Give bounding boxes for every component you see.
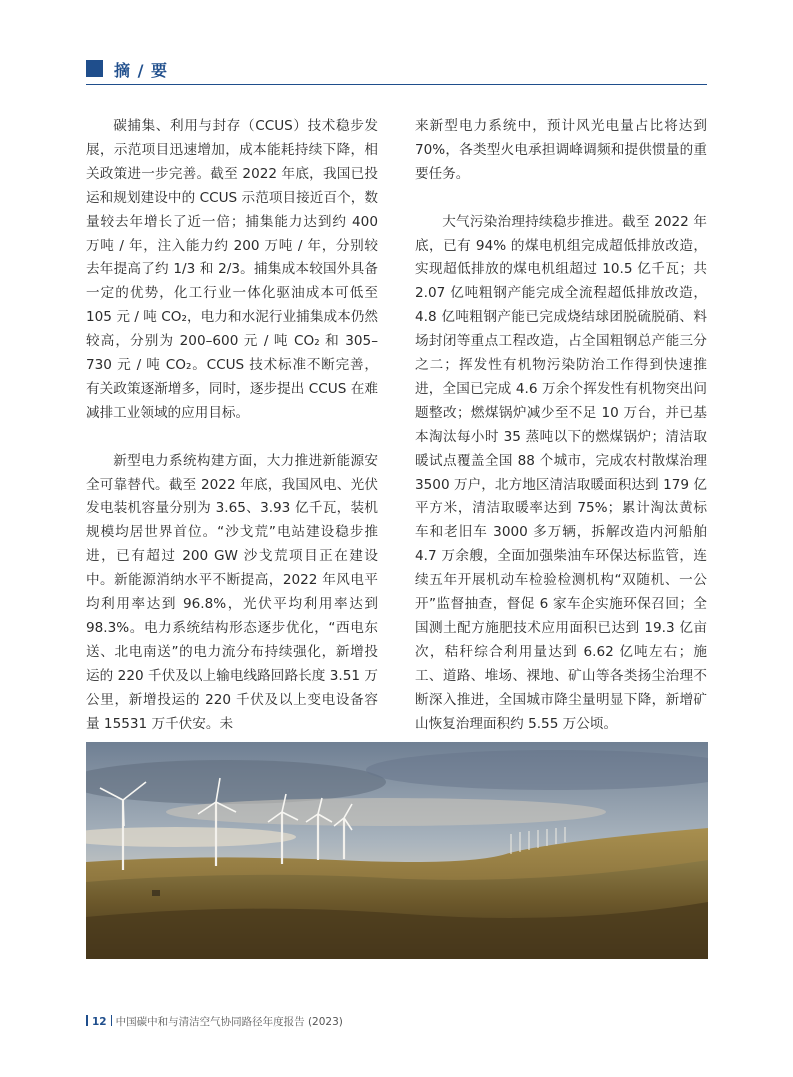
right-column: [415, 115, 707, 737]
section-title: 摘 / 要: [114, 61, 168, 80]
air-pollution-paragraph: 大气污染治理持续稳步推进。截至 2022 年底，已有 94% 的煤电机组完成超低排放改造，实现超低排放的煤电机组超过 10.5 亿千瓦；共 2.07 亿吨粗钢产能完成全流程超低排放改造，4.8 亿吨粗钢产能已完成烧结球团脱硫脱硝、料场封闭等重点工程改造，占全国粗钢总产能三分之二；挥发性有机物污染防治工作得到快速推进，全国已完成 4.6 万余个挥发性有机物突出问题整改；燃煤锅炉减少至不足 10 万台，并已基本淘汰每小时 35 蒸吨以下的燃煤锅炉；清洁取暖试点覆盖全国 88 个城市，完成农村散煤治理 3500 万户，北方地区清洁取暖面积达到 179 亿平方米，清洁取暖率达到 75%；累计淘汰黄标车和老旧车 3000 多万辆，拆解改造内河船舶 4.7 万余艘，全面加强柴油车环保达标监管，连续五年开展机动车检验检测机构“双随机、一公开”监督抽查，督促 6 家车企实施环保召回；全国测土配方施肥技术应用面积已达到 19.3 亿亩次，秸秆综合利用量达到 6.62 亿吨左右；施工、道路、堆场、裸地、矿山等各类扬尘治理不断深入推进，全国城市降尘量明显下降，新增矿山恢复治理面积约 5.55 万公顷。: [415, 213, 707, 732]
ccus-paragraph: 碳捕集、利用与封存（CCUS）技术稳步发展，示范项目迅速增加，成本能耗持续下降，相关政策进一步完善。截至 2022 年底，我国已投运和规划建设中的 CCUS 示范项目接近百个，数量较去年增长了近一倍；捕集能力达到约 400 万吨 / 年，注入能力约 200 万吨 / 年，分别较去年提高了约 1/3 和 2/3。捕集成本较国外具备一定的优势，化工行业一体化驱油成本可低至 105 元 / 吨 CO₂，电力和水泥行业捕集成本仍然较高，分别为 200–600 元 / 吨 CO₂ 和 305–730 元 / 吨 CO₂。CCUS 技术标准不断完善，有关政策逐渐增多，同时，逐步提出 CCUS 在难减排工业领域的应用目标。: [86, 118, 378, 421]
header-divider: [86, 84, 707, 85]
wind-farm-photo: [86, 742, 708, 959]
power-system-paragraph: 新型电力系统构建方面，大力推进新能源安全可靠替代。截至 2022 年底，我国风电、光伏发电装机容量分别为 3.65、3.93 亿千瓦，装机规模均居世界首位。“沙戈荒”电站建设稳步推进，已有超过 200 GW 沙戈荒项目正在建设中。新能源消纳水平不断提高，2022 年风电平均利用率达到 96.8%，光伏平均利用率达到 98.3%。电力系统结构形态逐步优化，“西电东送、北电南送”的电力流分布持续强化，新增投运的 220 千伏及以上输电线路回路长度 3.51 万公里，新增投运的 220 千伏及以上变电设备容量 15531 万千伏安。未: [86, 452, 378, 732]
footer-separator: [111, 1015, 112, 1026]
section-marker: [86, 60, 103, 77]
footer-marker: [86, 1015, 88, 1026]
power-system-continuation: 来新型电力系统中，预计风光电量占比将达到 70%，各类型火电承担调峰调频和提供惯量的重要任务。: [415, 118, 707, 182]
page-footer: [86, 1014, 343, 1029]
report-title: 中国碳中和与清洁空气协同路径年度报告 (2023): [115, 1016, 343, 1028]
page-number: 12: [92, 1016, 107, 1028]
left-column: [86, 115, 378, 737]
